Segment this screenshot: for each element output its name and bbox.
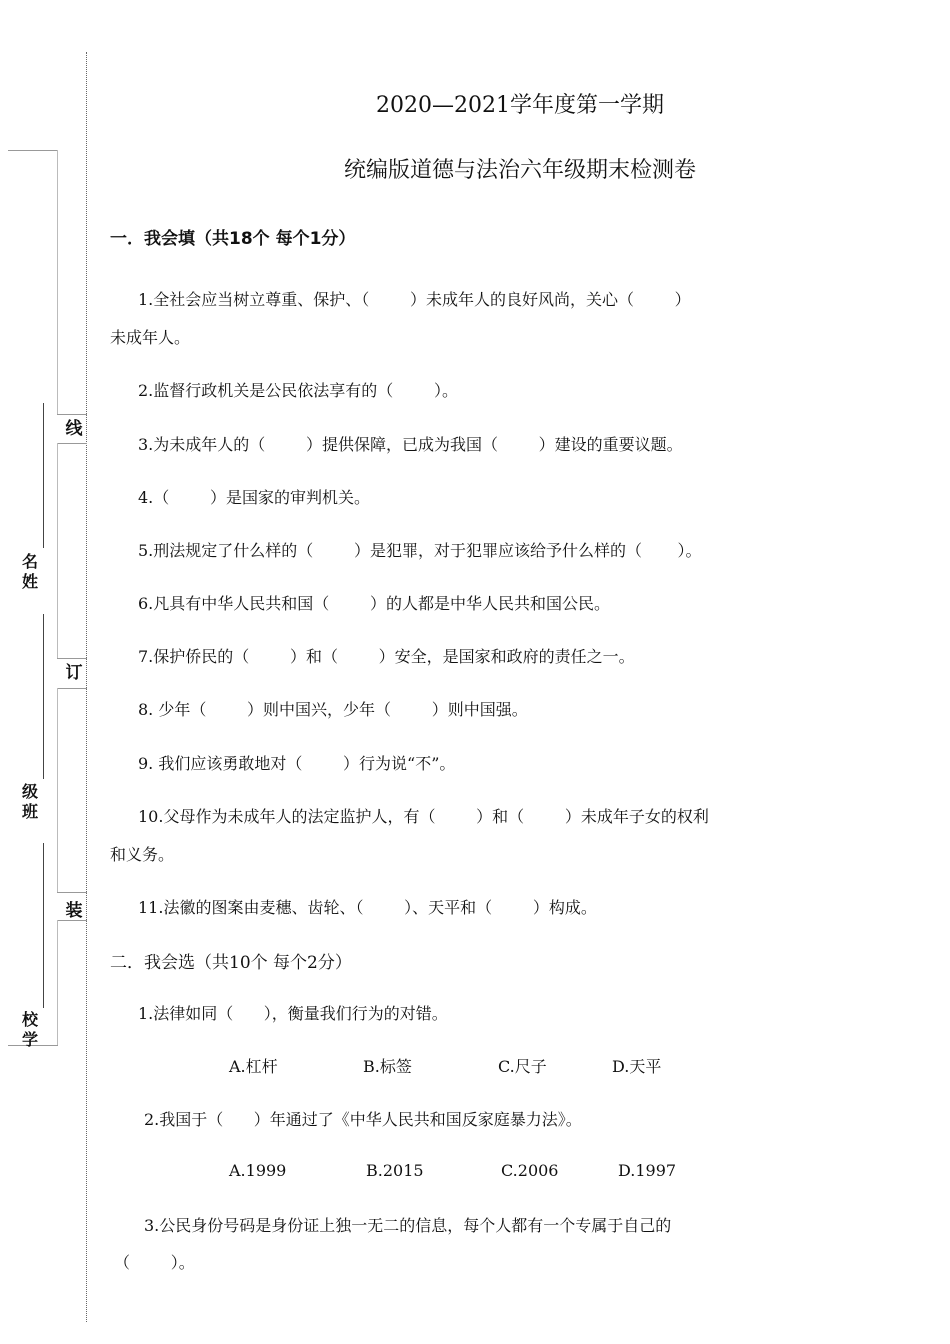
option-2-2-a: A.1999 xyxy=(229,1161,287,1180)
question-1-2: 2.监督行政机关是公民依法享有的（ ）。 xyxy=(138,381,458,400)
label-box-bottom xyxy=(57,443,87,444)
school-field-label: 校 学 xyxy=(21,1010,38,1049)
question-1-1-cont: 未成年人。 xyxy=(110,328,191,347)
question-1-8: 8. 少年（ ）则中国兴，少年（ ）则中国强。 xyxy=(138,700,528,719)
binding-margin xyxy=(0,0,100,1344)
label-box-top xyxy=(57,892,87,893)
exam-term-title: 2020—2021学年度第一学期 xyxy=(376,93,664,118)
question-1-11: 11.法徽的图案由麦穗、齿轮、（ ）、天平和（ ）构成。 xyxy=(138,898,597,917)
margin-rule xyxy=(57,443,58,658)
option-2-1-a: A.杠杆 xyxy=(229,1057,278,1076)
binding-dotted-line xyxy=(86,52,87,1322)
option-2-1-d: D.天平 xyxy=(612,1057,662,1076)
question-2-1: 1.法律如同（ ），衡量我们行为的对错。 xyxy=(138,1004,448,1023)
option-2-2-d: D.1997 xyxy=(618,1161,677,1180)
question-1-1: 1.全社会应当树立尊重、保护、（ ）未成年人的良好风尚，关心（ ） xyxy=(138,290,691,309)
label-box-top xyxy=(57,658,87,659)
label-box-top xyxy=(57,414,87,415)
question-1-10: 10.父母作为未成年人的法定监护人，有（ ）和（ ）未成年子女的权利 xyxy=(138,807,709,826)
margin-rule xyxy=(57,150,58,414)
name-field-label: 名 姓 xyxy=(21,552,38,591)
question-2-3: 3.公民身份号码是身份证上独一无二的信息，每个人都有一个专属于自己的 xyxy=(144,1216,672,1235)
question-1-10-cont: 和义务。 xyxy=(110,845,175,864)
exam-paper-title: 统编版道德与法治六年级期末检测卷 xyxy=(343,158,696,183)
question-1-5: 5.刑法规定了什么样的（ ）是犯罪，对于犯罪应该给予什么样的（ ）。 xyxy=(138,541,702,560)
question-2-3-cont: （ ）。 xyxy=(114,1253,195,1272)
class-field-line xyxy=(43,614,44,779)
question-1-6: 6.凡具有中华人民共和国（ ）的人都是中华人民共和国公民。 xyxy=(138,594,610,613)
label-box-bottom xyxy=(57,688,87,689)
question-1-7: 7.保护侨民的（ ）和（ ）安全，是国家和政府的责任之一。 xyxy=(138,647,635,666)
school-field-line xyxy=(43,843,44,1008)
section2-heading: 二．我会选（共10个 每个2分） xyxy=(110,953,352,973)
question-1-9: 9. 我们应该勇敢地对（ ）行为说“不”。 xyxy=(138,754,456,773)
bind-label-line: 线 xyxy=(65,419,83,439)
label-box-bottom xyxy=(57,920,87,921)
name-field-line xyxy=(43,403,44,548)
bind-label-order: 订 xyxy=(65,663,83,683)
bind-label-bind: 装 xyxy=(65,901,83,921)
option-2-1-b: B.标签 xyxy=(363,1057,412,1076)
margin-rule xyxy=(57,920,58,1045)
option-2-1-c: C.尺子 xyxy=(498,1057,547,1076)
margin-bracket-top xyxy=(8,150,58,151)
option-2-2-b: B.2015 xyxy=(366,1161,424,1180)
option-2-2-c: C.2006 xyxy=(501,1161,559,1180)
question-1-4: 4.（ ）是国家的审判机关。 xyxy=(138,488,370,507)
margin-rule xyxy=(57,688,58,892)
section1-heading: 一．我会填（共18个 每个1分） xyxy=(110,229,356,249)
question-2-2: 2.我国于（ ）年通过了《中华人民共和国反家庭暴力法》。 xyxy=(144,1110,582,1129)
question-1-3: 3.为未成年人的（ ）提供保障，已成为我国（ ）建设的重要议题。 xyxy=(138,435,683,454)
class-field-label: 级 班 xyxy=(21,782,38,821)
